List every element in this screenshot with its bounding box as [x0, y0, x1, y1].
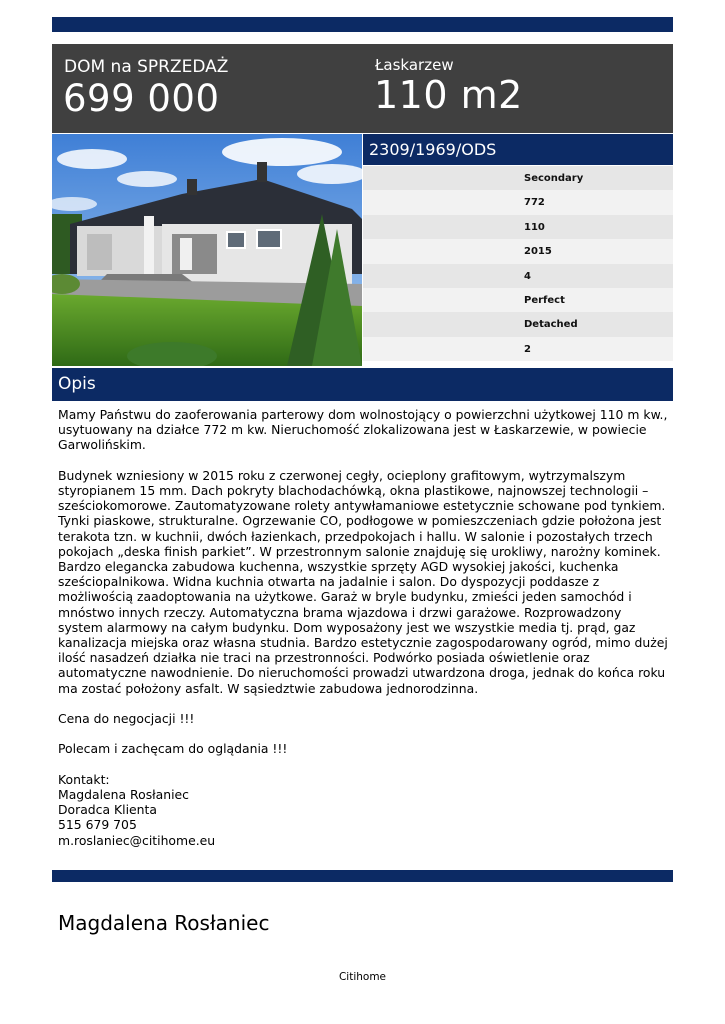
description-paragraph: Cena do negocjacji !!!	[58, 711, 195, 727]
contact-name: Magdalena Rosłaniec	[58, 787, 189, 803]
param-row-market	[363, 166, 673, 190]
top-accent-bar	[52, 17, 673, 32]
param-row-plot-area	[363, 190, 673, 214]
description-paragraph: Mamy Państwu do zaoferowania parterowy dom wolnostojący o powierzchni użytkowej 110 m kw., usytuowany na działce 772 m kw. Nieruchomość zlokalizowana jest w Łaskarzewie, w powiecie Garwolińskim.	[58, 407, 668, 453]
param-value: 110	[524, 221, 545, 233]
description-heading: Opis	[58, 374, 96, 394]
param-row-building-type	[363, 312, 673, 336]
param-row-year-built	[363, 239, 673, 263]
param-row-rooms	[363, 264, 673, 288]
contact-label: Kontakt:	[58, 771, 110, 787]
param-row-bathrooms	[363, 337, 673, 361]
param-value: Perfect	[524, 294, 565, 306]
param-value: 2015	[524, 246, 552, 258]
parameters-table	[363, 166, 673, 361]
bottom-accent-bar	[52, 870, 673, 882]
property-type: DOM na SPRZEDAŻ	[64, 57, 229, 77]
property-photo	[52, 134, 362, 366]
param-value: Detached	[524, 319, 578, 331]
listing-header	[52, 44, 673, 133]
description-body	[58, 407, 668, 848]
param-value: 772	[524, 197, 545, 209]
contact-email: m.roslaniec@citihome.eu	[58, 832, 216, 848]
param-value: Secondary	[524, 173, 584, 184]
description-paragraph: Budynek wzniesiony w 2015 roku z czerwonej cegły, ocieplony grafitowym, wytrzymalszym styropianem 15 mm. Dach pokryty blachodachówką, okna plastikowe, najnowszej technologii – sześciokomorowe. Zautomatyzowane rolety antywłamaniowe estetycznie schowane pod tynkiem. Tynki piaskowe, strukturalne. Ogrzewanie CO, podłogowe w pomieszczeniach gdzie położona jest terakota tzn. w kuchnii, dwóch łazienkach, przedpokojach i hallu. W salonie i pozostałych trzech pokojach „deska finish parkiet”. W przestronnym salonie znajduję się urokliwy, narożny kominek. Bardzo elegancka zabudowa kuchenna, wszystkie sprzęty AGD wysokiej jakości, kuchenka sześciopalnikowa. Widna kuchnia otwarta na jadalnie i salon. Do dyspozycji poddasze z możliwością zaadoptowania na użytkowe. Garaż w bryle budynku, zmieści jeden samochód i mnóstwo innych rzeczy. Automatyczna brama wjazdowa i drzwi garażowe. Rozprowadzony system alarmowy na całym budynku. Dom wyposażony jest we wszystkie media tj. prąd, gaz kanalizacja miejska oraz własna studnia. Bardzo estetycznie zagospodarowany ogród, mimo dużej ilość nasadzeń działka nie traci na przestronności. Podwórko posiada oświetlenie oraz automatyczne nawodnienie. Do nieruchomości prowadzi utwardzona droga, jednak do końca roku ma zostać położony asfalt. W sąsiedztwie zabudowa jednorodzinna.	[58, 467, 668, 696]
property-city: Łaskarzew	[375, 56, 454, 74]
company-name: Citihome	[338, 971, 387, 983]
param-value: 2	[524, 343, 531, 355]
property-price: 699 000	[63, 77, 220, 120]
param-row-condition	[363, 288, 673, 312]
contact-phone: 515 679 705	[58, 817, 137, 833]
contact-block	[58, 772, 668, 848]
agent-name: Magdalena Rosłaniec	[58, 911, 270, 935]
property-area: 110 m2	[374, 73, 523, 117]
description-paragraph: Polecam i zachęcam do oglądania !!!	[58, 741, 288, 757]
listing-reference	[363, 134, 673, 165]
param-row-usable-area	[363, 215, 673, 239]
description-heading-bar	[52, 368, 673, 401]
contact-role: Doradca Klienta	[58, 802, 157, 818]
param-value: 4	[524, 270, 531, 282]
reference-number: 2309/1969/ODS	[369, 140, 497, 159]
